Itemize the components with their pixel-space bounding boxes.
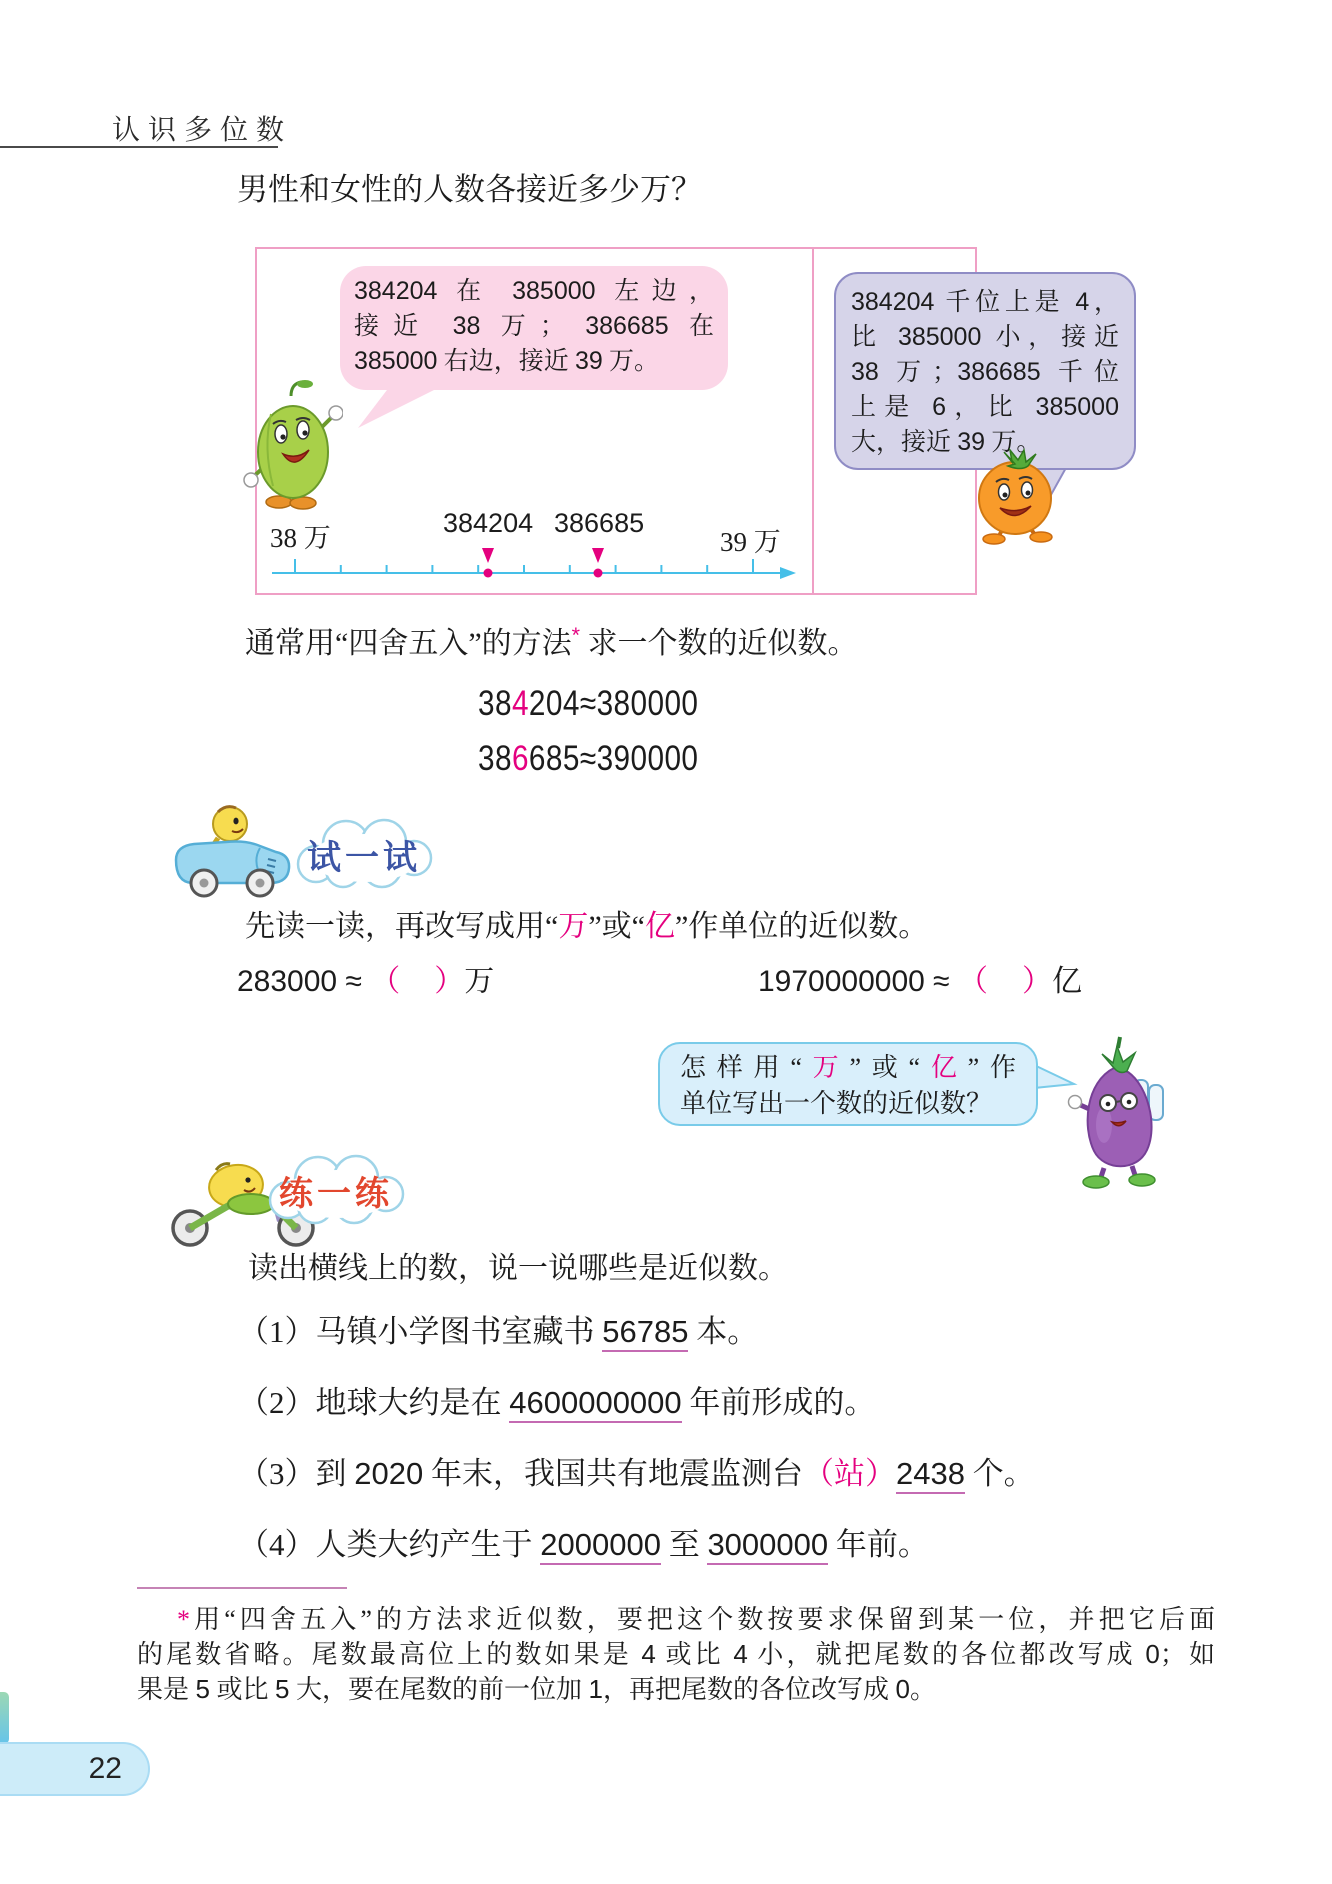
practice-item-1: （1）马镇小学图书室藏书 56785 本。 xyxy=(238,1306,758,1351)
bubble-text-line: 385000 右边，接近 39 万。 xyxy=(354,347,660,375)
tomato-speech-bubble xyxy=(834,272,1136,470)
eggplant-mascot-illustration xyxy=(1056,1030,1178,1190)
page-edge-strip xyxy=(0,1692,9,1744)
page-number: 22 xyxy=(88,1752,122,1785)
page-number-tab xyxy=(0,1742,150,1796)
bubble-text-line: 怎样用“万”或“亿”作 xyxy=(680,1053,1016,1082)
bubble-text-line: 384204 千位上是 4， xyxy=(851,288,1119,316)
footnote-divider xyxy=(137,1587,347,1589)
bubble-text-line: 384204 在 385000 左边， xyxy=(354,277,714,305)
try-problem-yi: 1970000000 ≈ （ ）亿 xyxy=(758,965,1082,998)
footnote-line: 果是 5 或比 5 大，要在尾数的前一位加 1，再把尾数的各位改写成 0。 xyxy=(137,1674,936,1704)
footnote-line: 的尾数省略。尾数最高位上的数如果是 4 或比 4 小，就把尾数的各位都改写成 0；如 xyxy=(137,1639,1215,1669)
rounding-example-1: 384204≈380000 xyxy=(478,684,699,723)
pea-mascot-illustration xyxy=(243,378,343,510)
try-instruction: 先读一读，再改写成用“万”或“亿”作单位的近似数。 xyxy=(245,910,929,943)
hint-speech-bubble xyxy=(658,1042,1038,1126)
lesson-question: 男性和女性的人数各接近多少万？ xyxy=(237,172,702,207)
bubble-text-line: 38 万；386685 千位 xyxy=(851,358,1119,386)
rounding-method-text: 通常用“四舍五入”的方法* 求一个数的近似数。 xyxy=(245,622,858,660)
bubble-text-line: 接近 38 万； 386685 在 xyxy=(354,312,714,340)
practice-item-3: （3）到 2020 年末，我国共有地震监测台（站）2438 个。 xyxy=(238,1448,1035,1493)
pea-speech-bubble-tail xyxy=(350,384,450,434)
try-section-title: 试一试 xyxy=(307,840,421,877)
bubble-text-line: 上是 6，比 385000 xyxy=(851,393,1119,421)
bubble-text-line: 大，接近 39 万。 xyxy=(851,428,1042,456)
chapter-header-title: 认识多位数 xyxy=(112,115,293,146)
example-box-divider xyxy=(812,247,814,595)
footnote xyxy=(137,1602,1215,1707)
bubble-text-line: 单位写出一个数的近似数？ xyxy=(680,1089,993,1118)
practice-instruction: 读出横线上的数，说一说哪些是近似数。 xyxy=(248,1252,788,1285)
practice-section-title: 练一练 xyxy=(279,1176,393,1213)
practice-item-2: （2）地球大约是在 4600000000 年前形成的。 xyxy=(238,1377,875,1422)
try-problem-wan: 283000 ≈ （ ）万 xyxy=(237,965,495,998)
number-line-point-label-2: 386685 xyxy=(554,508,645,538)
rounding-example-2: 386685≈390000 xyxy=(478,739,699,778)
try-section-car-illustration xyxy=(168,798,300,898)
pea-speech-bubble xyxy=(340,266,728,390)
chapter-header-underline xyxy=(0,146,278,148)
number-line xyxy=(260,540,805,586)
number-line-label-right: 39 万 xyxy=(720,527,781,557)
number-line-label-left: 38 万 xyxy=(270,523,331,553)
practice-item-4: （4）人类大约产生于 2000000 至 3000000 年前。 xyxy=(238,1519,929,1564)
number-line-point-label-1: 384204 xyxy=(443,508,534,538)
bubble-text-line: 比 385000 小，接近 xyxy=(851,323,1119,351)
tomato-mascot-illustration xyxy=(960,448,1078,546)
footnote-line: *用“四舍五入”的方法求近似数，要把这个数按要求保留到某一位，并把它后面 xyxy=(177,1605,1215,1634)
